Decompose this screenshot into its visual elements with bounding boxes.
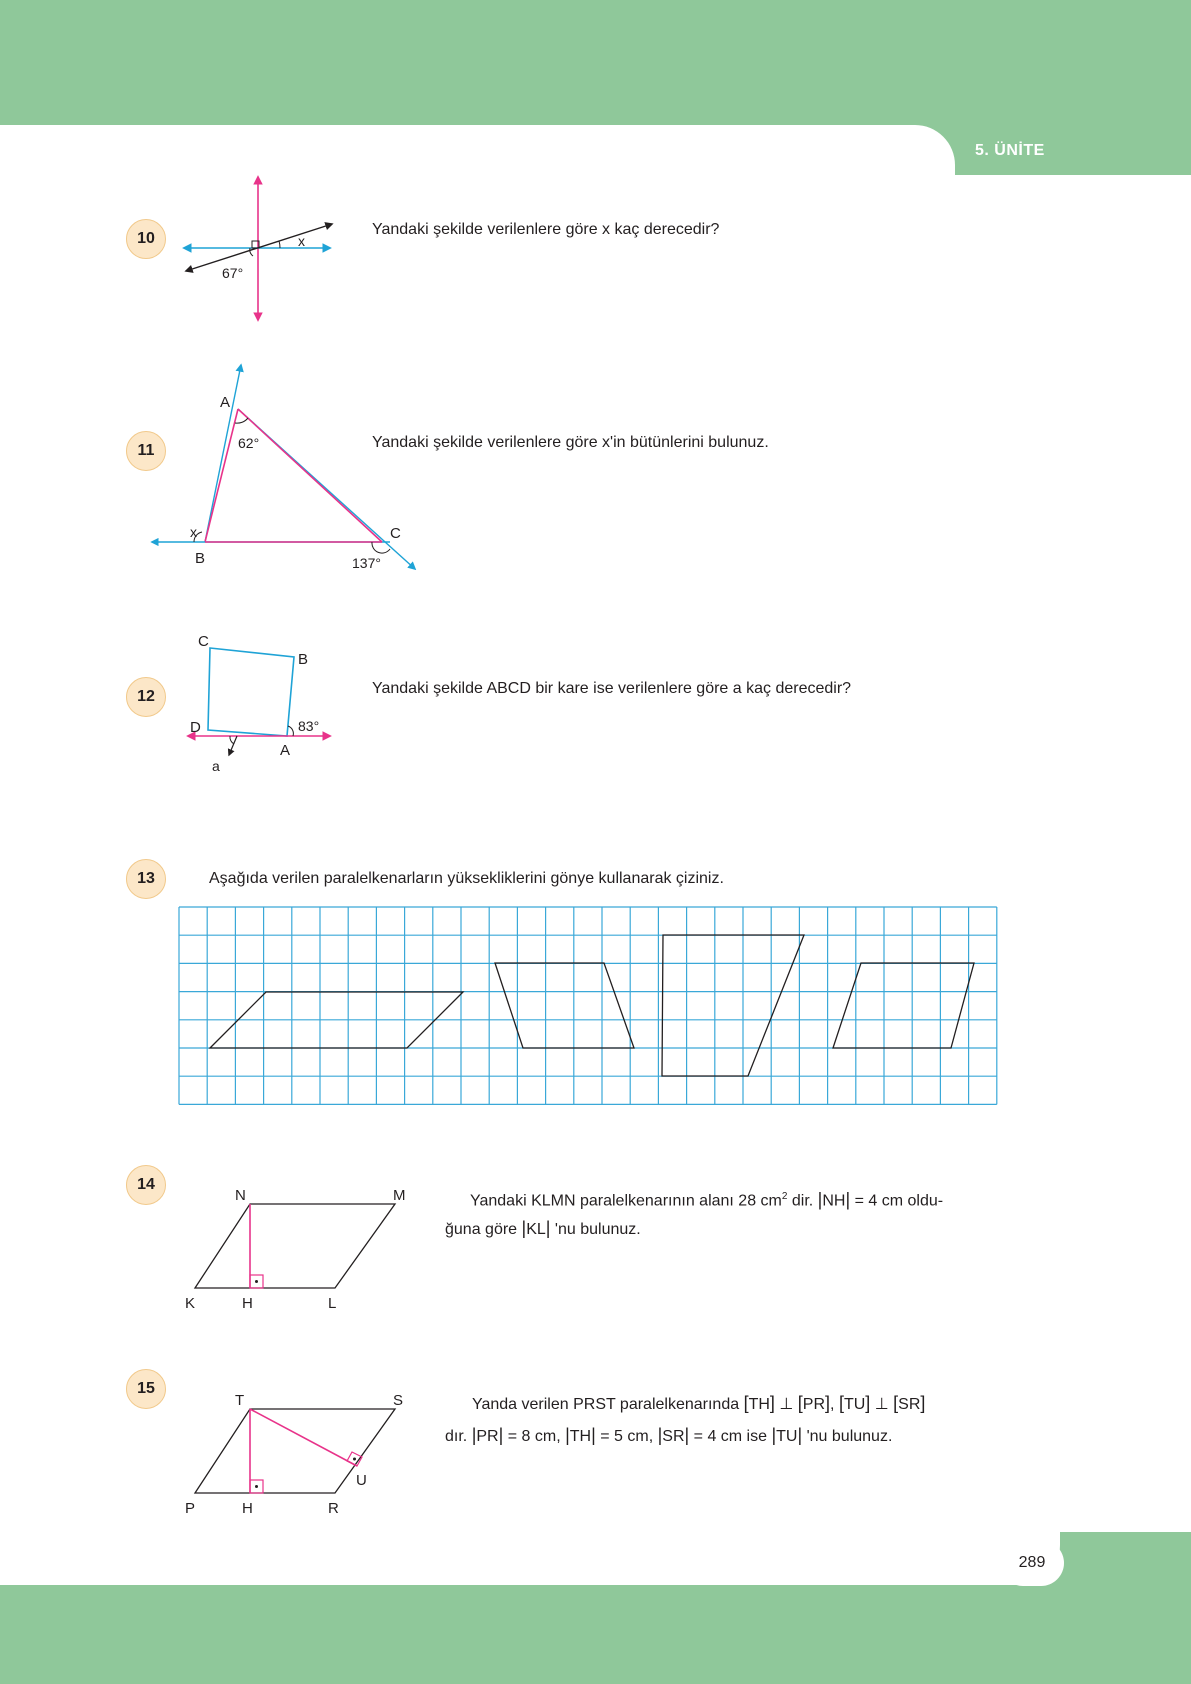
q14-label-l: L (328, 1295, 337, 1312)
q12-label-c: C (198, 633, 209, 650)
q12-square (208, 648, 294, 736)
question-number-badge: 14 (126, 1165, 166, 1205)
q10-text: Yandaki şekilde verilenlere göre x kaç derecedir? (372, 221, 720, 238)
q12-label-d: D (190, 719, 201, 736)
q11-side-ca (238, 409, 382, 542)
q14-label-k: K (185, 1295, 196, 1312)
q10-x-label: x (298, 233, 305, 249)
q12-arc-83 (288, 726, 293, 736)
q14-label-h: H (242, 1295, 253, 1312)
q13-parallelogram-4 (833, 963, 974, 1048)
q14-figure (180, 1180, 420, 1330)
q15-label-u: U (356, 1472, 367, 1489)
q11-arc-a (235, 418, 248, 423)
q15-label-p: P (185, 1500, 196, 1517)
q12-label-a: A (280, 742, 291, 759)
q14-text: Yandaki KLMN paralelkenarının alanı 28 $cm^2$ dir. |NH| = 4 cm oldu- (470, 1189, 944, 1210)
q14-seg-kl: KL (526, 1221, 546, 1238)
q14-seg-nh: NH (822, 1192, 846, 1210)
q13-grid-figure (179, 907, 1006, 1111)
q12-label-b: B (298, 651, 309, 668)
q11-label-a: A (220, 394, 231, 411)
q11-label-b: B (195, 550, 206, 567)
q15-seg-tu-2: TU (776, 1428, 798, 1445)
q15-label-r: R (328, 1500, 339, 1517)
q11-figure (150, 365, 420, 580)
q14-parallelogram (195, 1204, 395, 1288)
q10-angle-arc-x (279, 241, 280, 248)
q10-figure (180, 175, 340, 325)
q15-perp-1: ⊥ (779, 1396, 794, 1413)
q10-angle-label: 67° (222, 265, 244, 281)
q15-label-s: S (393, 1392, 404, 1409)
q14-sup: 2 (781, 1191, 788, 1202)
q15-right-angle-u-dot (353, 1458, 356, 1461)
unit-label: 5. ÜNİTE (975, 142, 1045, 159)
q15-label-t: T (235, 1392, 245, 1409)
q15-seg-sr-2: SR (662, 1428, 685, 1445)
question-number-badge: 10 (126, 219, 166, 259)
question-number-badge: 12 (126, 677, 166, 717)
q15-val-sr: = 4 cm ise (689, 1428, 772, 1445)
q15-line1-pre: Yanda verilen PRST paralelkenarında (472, 1396, 744, 1413)
q15-seg-tu: TU (843, 1396, 866, 1413)
q15-text: Yanda verilen PRST paralelkenarında [TH] ⊥ [PR], [TU] ⊥ [SR] (472, 1393, 926, 1413)
q13-parallelogram-3 (662, 935, 804, 1076)
q15-val-th: = 5 cm, (595, 1428, 658, 1445)
q15-seg-pr-2: PR (476, 1428, 499, 1445)
header-white-curve (0, 125, 955, 185)
q12-a-label: a (212, 758, 220, 774)
q14-label-n: N (235, 1187, 246, 1204)
q14-right-angle-dot (255, 1280, 258, 1283)
q15-right-angle-h-dot (255, 1485, 258, 1488)
q15-line2-post: 'nu bulunuz. (802, 1428, 893, 1445)
q11-x-label: x (190, 524, 197, 540)
q15-seg-th-2: TH (569, 1428, 592, 1445)
page-number: 289 (1000, 1540, 1064, 1586)
q12-figure (180, 630, 340, 780)
q15-val-pr: = 8 cm, (503, 1428, 566, 1445)
q15-figure (180, 1385, 420, 1520)
footer-white-curve (0, 1510, 1060, 1585)
q15-height-tu (250, 1409, 357, 1466)
question-number-badge: 13 (126, 859, 166, 899)
question-number-badge: 11 (126, 431, 166, 471)
q13-text: Aşağıda verilen paralelkenarların yüksekliklerini gönye kullanarak çiziniz. (209, 870, 724, 887)
q12-arc-a (230, 736, 234, 744)
q13-parallelogram-2 (495, 963, 634, 1048)
q11-angle-a: 62° (238, 435, 260, 451)
q11-angle-c: 137° (352, 555, 381, 571)
q15-seg-sr: SR (898, 1396, 921, 1413)
q14-line2-pre: ğuna göre (445, 1221, 522, 1238)
q15-text-line2: dır. |PR| = 8 cm, |TH| = 5 cm, |SR| = 4 cm ise |TU| 'nu bulunuz. (445, 1425, 893, 1445)
q12-text: Yandaki şekilde ABCD bir kare ise verilenlere göre a kaç derecedir? (372, 680, 852, 697)
question-number-badge: 15 (126, 1369, 166, 1409)
q14-text-part1: Yandaki KLMN paralelkenarının alanı 28 cm (470, 1192, 782, 1210)
q13-grid (179, 907, 997, 1104)
q14-label-m: M (393, 1187, 406, 1204)
q11-text: Yandaki şekilde verilenlere göre x'in bütünlerini bulunuz. (372, 434, 769, 451)
q15-seg-th: TH (748, 1396, 770, 1413)
q14-text-part3: = 4 cm oldu- (850, 1192, 944, 1210)
q15-line2-pre: dır. (445, 1428, 472, 1445)
q12-angle-83: 83° (298, 718, 320, 734)
q11-side-ab (205, 365, 241, 542)
q15-comma: , (830, 1396, 839, 1413)
q14-text-line2: ğuna göre |KL| 'nu bulunuz. (445, 1218, 641, 1238)
q15-perp-2: ⊥ (874, 1396, 889, 1413)
q15-label-h: H (242, 1500, 253, 1517)
q14-line2-post: 'nu bulunuz. (550, 1221, 641, 1238)
q11-side-ab-pink (205, 409, 238, 542)
q14-text-part2: dir. (787, 1192, 818, 1210)
q15-seg-pr: PR (802, 1396, 826, 1413)
q11-label-c: C (390, 525, 401, 542)
